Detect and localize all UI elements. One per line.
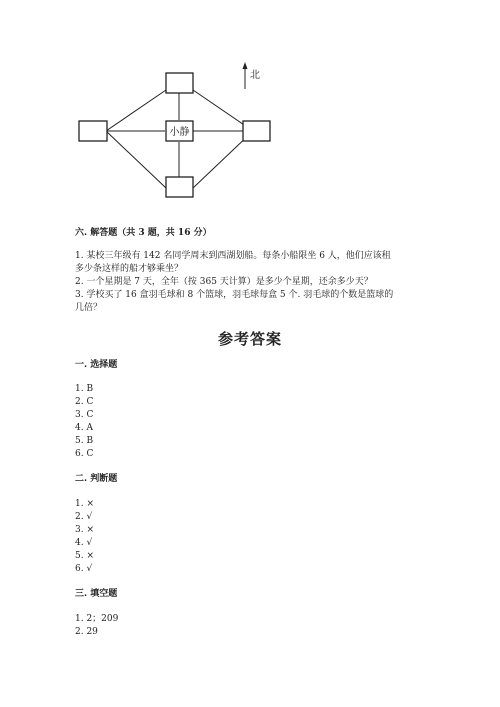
choice-answer: 5. B	[75, 436, 94, 446]
choice-answer: 4. A	[75, 423, 93, 433]
judge-answer: 5. ×	[75, 551, 94, 561]
section6-heading: 六. 解答题（共 3 题，共 16 分）	[75, 228, 212, 238]
center-label: 小静	[169, 127, 190, 138]
fill-answer: 2. 29	[75, 627, 98, 637]
question-1-line1: 1. 某校三年级有 142 名同学周末到西湖划船。每条小船限坐 6 人，他们应该租	[75, 251, 391, 261]
direction-diagram	[0, 0, 500, 230]
fill-answer: 1. 2；209	[75, 614, 119, 624]
question-3-line1: 3. 学校买了 16 盒羽毛球和 8 个篮球，羽毛球每盒 5 个. 羽毛球的个数是篮球的	[75, 290, 394, 300]
choice-heading: 一. 选择题	[75, 360, 118, 370]
judge-answer: 6. √	[75, 564, 93, 574]
choice-answer: 2. C	[75, 397, 94, 407]
line-bottom-left	[106, 131, 166, 188]
line-top-left	[106, 90, 166, 131]
judge-answer: 4. √	[75, 538, 93, 548]
box-right	[243, 121, 270, 141]
question-3-line2: 几倍？	[75, 303, 103, 313]
box-bottom	[166, 177, 193, 197]
question-1-line2: 多少条这样的船才够乘坐？	[75, 264, 184, 274]
choice-answer: 6. C	[75, 449, 94, 459]
judge-answer: 1. ×	[75, 499, 94, 509]
judge-answer: 2. √	[75, 512, 93, 522]
choice-answer: 3. C	[75, 410, 94, 420]
fill-heading: 三. 填空题	[75, 589, 118, 599]
north-arrowhead-icon	[243, 62, 248, 69]
judge-heading: 二. 判断题	[75, 474, 118, 484]
judge-answer: 3. ×	[75, 525, 94, 535]
box-top	[166, 73, 193, 93]
north-label: 北	[250, 70, 260, 81]
box-left	[79, 121, 107, 141]
answers-title: 参考答案	[217, 330, 282, 348]
question-2: 2. 一个星期是 7 天，全年（按 365 天计算）是多少个星期，还余多少天？	[75, 277, 373, 287]
choice-answer: 1. B	[75, 384, 94, 394]
